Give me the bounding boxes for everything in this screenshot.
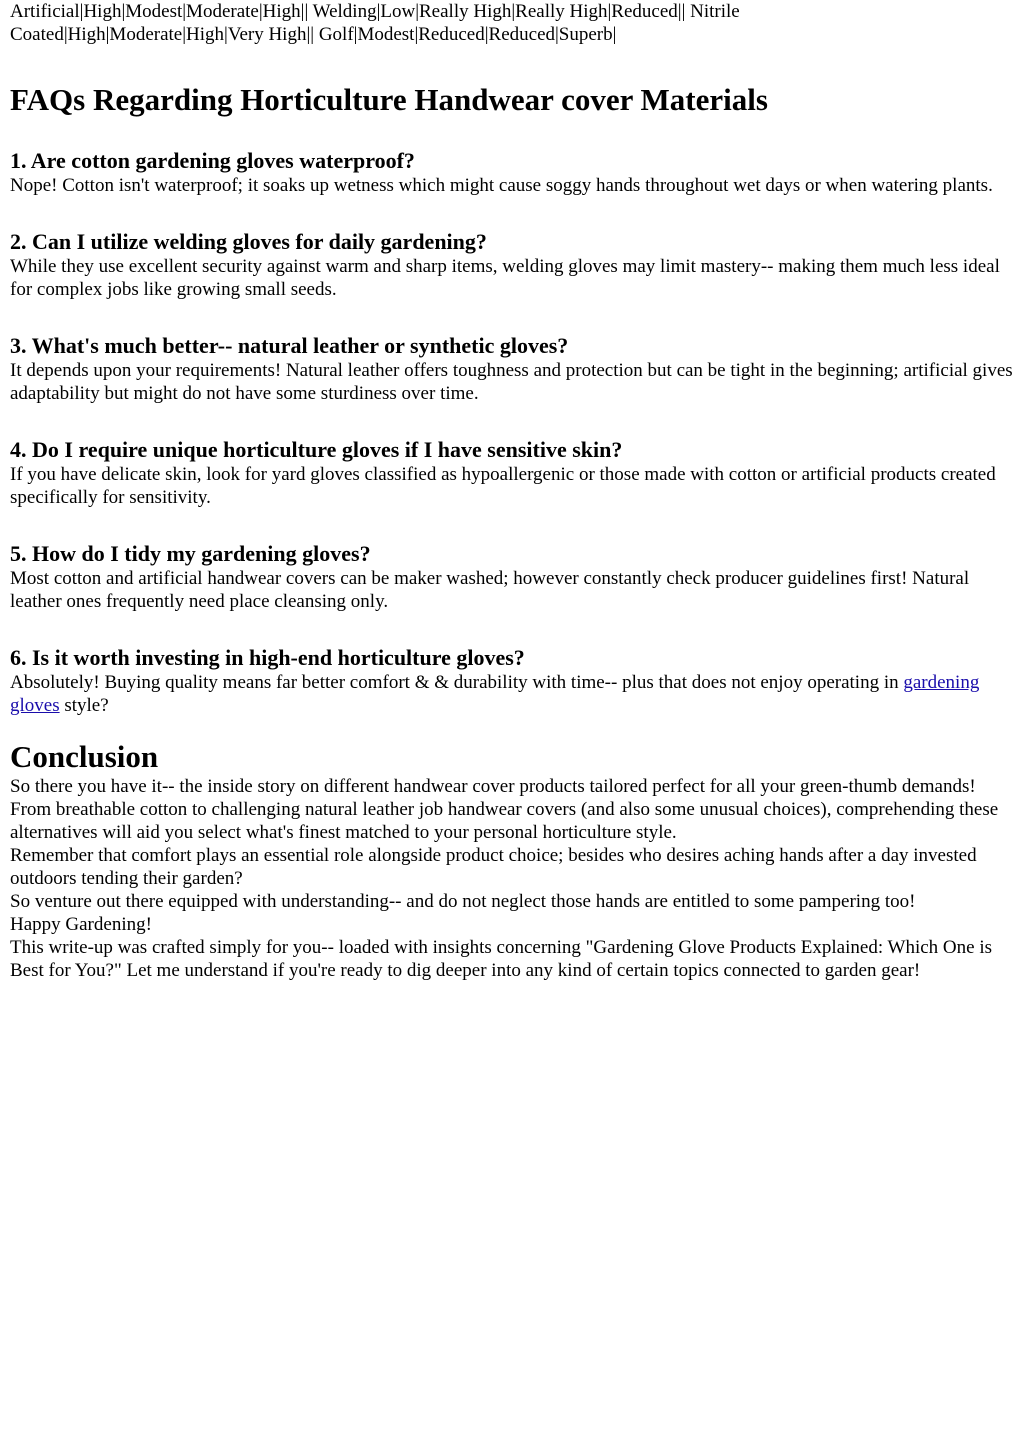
faq-answer-6-text-after: style? — [59, 695, 109, 716]
faq-heading: FAQs Regarding Horticulture Handwear cover Materials — [10, 82, 768, 117]
faq-answer-5: Most cotton and artificial handwear covers can be maker washed; however constantly check producer guidelines first! Natural leather ones frequently need place cleansing only. — [10, 568, 970, 612]
faq-question-6: 6. Is it worth investing in high-end horticulture gloves? — [10, 645, 525, 670]
faq-question-2: 2. Can I utilize welding gloves for daily gardening? — [10, 229, 487, 254]
faq-answer-6-text-before: Absolutely! Buying quality means far better comfort & & durability with time-- plus that does not enjoy operating in — [10, 672, 904, 693]
faq-answer-1: Nope! Cotton isn't waterproof; it soaks up wetness which might cause soggy hands throughout wet days or when watering plants. — [10, 175, 993, 196]
faq-answer-2: While they use excellent security against warm and sharp items, welding gloves may limit mastery-- making them much less ideal for complex jobs like growing small seeds. — [10, 256, 1000, 300]
conclusion-paragraph-2: Remember that comfort plays an essential role alongside product choice; besides who desires aching hands after a day invested outdoors tending their garden? — [10, 845, 977, 889]
faq-question-5: 5. How do I tidy my gardening gloves? — [10, 541, 371, 566]
conclusion-paragraph-1: So there you have it-- the inside story on different handwear cover products tailored perfect for all your green-thumb demands! From breathable cotton to challenging natural leather job handwear covers (and also some unusual choices), comprehending these alternatives will aid you select what's finest matched to your personal horticulture style. — [10, 776, 999, 843]
conclusion-paragraph-5: This write-up was crafted simply for you-- loaded with insights concerning "Gardening Glove Products Explained: Which One is Best for You?" Let me understand if you're ready to dig deeper into any kind of certain topics connected to garden gear! — [10, 937, 992, 981]
conclusion-heading: Conclusion — [10, 739, 159, 774]
gardening-gloves-link[interactable]: gardening gloves — [10, 672, 980, 716]
conclusion-paragraph-4: Happy Gardening! — [10, 914, 152, 935]
faq-question-3: 3. What's much better-- natural leather or synthetic gloves? — [10, 333, 569, 358]
faq-answer-4: If you have delicate skin, look for yard gloves classified as hypoallergenic or those made with cotton or artificial products created specifically for sensitivity. — [10, 464, 996, 508]
comparison-table-text: Artificial|High|Modest|Moderate|High|| Welding|Low|Really High|Really High|Reduced|| Nitrile Coated|High|Moderate|High|Very High|| Golf|Modest|Reduced|Reduced|Superb| — [10, 1, 740, 45]
conclusion-paragraph-3: So venture out there equipped with understanding-- and do not neglect those hands are entitled to some pampering too! — [10, 891, 916, 912]
faq-answer-3: It depends upon your requirements! Natural leather offers toughness and protection but can be tight in the beginning; artificial gives adaptability but might do not have some sturdiness over time. — [10, 360, 1013, 404]
faq-question-4: 4. Do I require unique horticulture gloves if I have sensitive skin? — [10, 437, 623, 462]
faq-answer-6 — [10, 671, 1014, 717]
faq-question-1: 1. Are cotton gardening gloves waterproof? — [10, 148, 415, 173]
